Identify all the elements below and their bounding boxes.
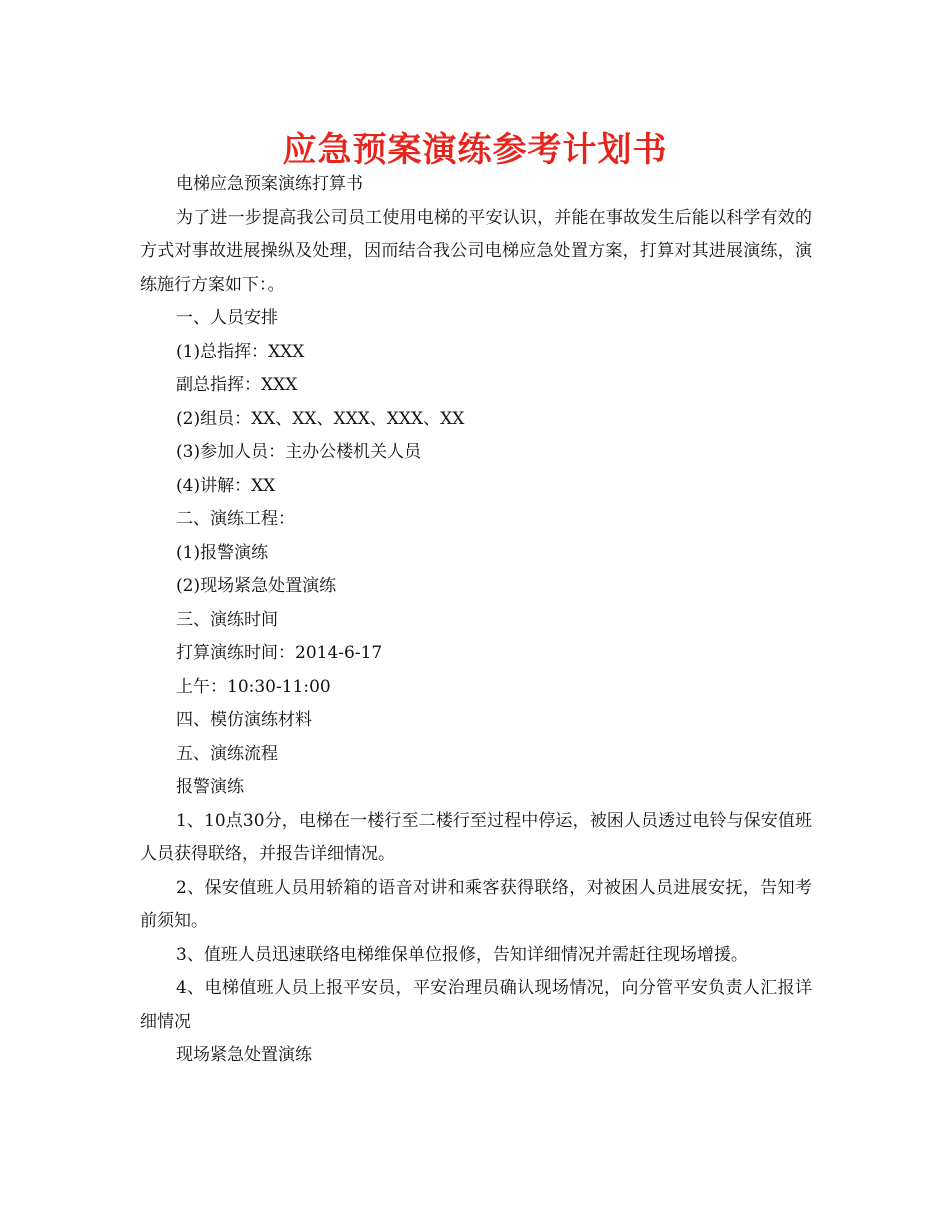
document-title: 应急预案演练参考计划书 xyxy=(282,130,668,170)
paragraph: 现场紧急处置演练 xyxy=(176,1045,312,1065)
paragraph: 上午：10:30-11:00 xyxy=(176,676,331,697)
section-heading: 二、演练工程： xyxy=(176,509,295,529)
paragraph: (3)参加人员：主办公楼机关人员 xyxy=(176,442,422,462)
paragraph: 2、保安值班人员用轿箱的语音对讲和乘客获得联络，对被困人员进展安抚，告知考前须知。 xyxy=(140,877,812,931)
paragraph: (2)组员：XX、XX、XXX、XXX、XX xyxy=(176,408,465,429)
paragraph: (4)讲解：XX xyxy=(176,475,276,496)
paragraph: 副总指挥：XXX xyxy=(176,375,298,395)
paragraph: (2)现场紧急处置演练 xyxy=(176,576,337,596)
paragraph: (1)报警演练 xyxy=(176,542,269,563)
section-heading: 四、模仿演练材料 xyxy=(176,710,312,730)
paragraph: 打算演练时间：2014-6-17 xyxy=(176,643,383,663)
paragraph: 报警演练 xyxy=(176,777,244,797)
paragraph: 1、10点30分，电梯在一楼行至二楼行至过程中停运，被困人员透过电铃与保安值班人员获得联络，并报告详细情况。 xyxy=(140,810,812,864)
paragraph: 电梯应急预案演练打算书 xyxy=(176,174,363,194)
section-heading: 一、人员安排 xyxy=(176,308,278,328)
paragraph: 3、值班人员迅速联络电梯维保单位报修，告知详细情况并需赶往现场增援。 xyxy=(176,944,748,965)
paragraph: (1)总指挥：XXX xyxy=(176,341,305,362)
section-heading: 三、演练时间 xyxy=(176,609,278,630)
document-body xyxy=(140,168,812,1073)
paragraph: 为了进一步提高我公司员工使用电梯的平安认识，并能在事故发生后能以科学有效的方式对事故进展操纵及处理，因而结合我公司电梯应急处置方案，打算对其进展演练，演练施行方案如下：。 xyxy=(140,207,812,295)
paragraph: 4、电梯值班人员上报平安员，平安治理员确认现场情况，向分管平安负责人汇报详细情况 xyxy=(140,978,812,1032)
section-heading: 五、演练流程 xyxy=(176,743,278,764)
